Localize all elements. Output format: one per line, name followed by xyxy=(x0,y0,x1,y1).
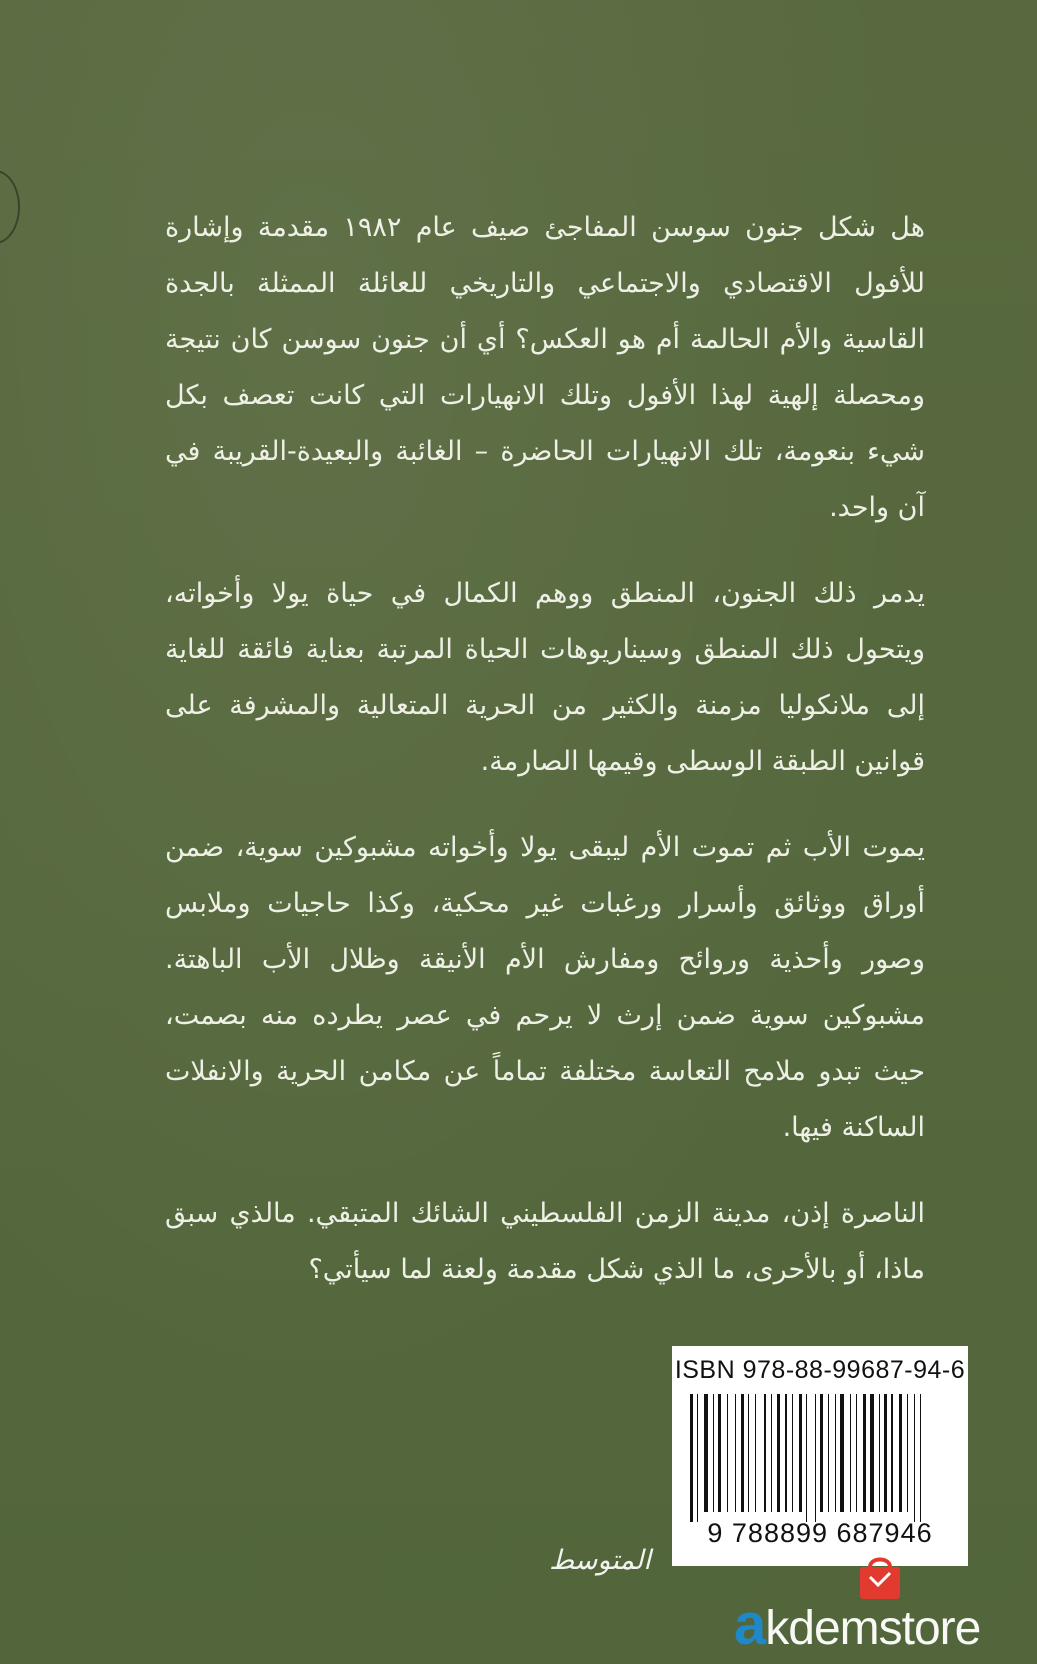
store-watermark-rest: kdemstore xyxy=(765,1602,981,1655)
barcode-bar xyxy=(828,1394,829,1512)
barcode-bar xyxy=(815,1394,816,1522)
barcode-bar xyxy=(884,1394,887,1512)
barcode-bar xyxy=(820,1394,823,1512)
blurb-text xyxy=(165,200,925,1328)
isbn-label: ISBN 978-88-99687-94-6 xyxy=(674,1356,966,1384)
barcode xyxy=(690,1394,952,1514)
barcode-bar xyxy=(850,1394,851,1512)
barcode-bar xyxy=(777,1394,781,1512)
barcode-bar xyxy=(727,1394,728,1512)
blurb-paragraph-1: هل شكل جنون سوسن المفاجئ صيف عام ١٩٨٢ مقدمة وإشارة للأفول الاقتصادي والاجتماعي والتاريخي للعائلة الممثلة بالجدة القاسية والأم الحالمة أم هو العكس؟ أي أن جنون سوسن كان نتيجة ومحصلة إلهية لهذا الأفول وتلك الانهيارات التي كانت تعصف بكل شيء بنعومة، تلك الانهيارات الحاضرة – الغائبة والبعيدة-القريبة في آن واحد. xyxy=(165,212,925,523)
barcode-bar xyxy=(748,1394,749,1512)
publisher-logo: المتوسط xyxy=(549,1545,651,1576)
barcode-bar xyxy=(792,1394,793,1512)
barcode-bar xyxy=(764,1394,767,1512)
barcode-bar xyxy=(785,1394,788,1512)
barcode-bar xyxy=(697,1394,698,1522)
isbn-barcode-box xyxy=(672,1346,968,1566)
blurb-paragraph-3: يموت الأب ثم تموت الأم ليبقى يولا وأخواته مشبوكين سوية، ضمن أوراق ووثائق وأسرار ورغبات غير محكية، وكذا حاجيات وملابس وصور وأحذية وروائح ومفارش الأم الأنيقة وظلال الأب الباهتة. مشبوكين سوية ضمن إرث لا يرحم في عصر يطرده منه بصمت، حيث تبدو ملامح التعاسة مختلفة تماماً عن مكامن الحرية والانفلات الساكنة فيها. xyxy=(165,832,925,1143)
blurb-paragraph-2: يدمر ذلك الجنون، المنطق ووهم الكمال في حياة يولا وأخواته، ويتحول ذلك المنطق وسيناريوهات الحياة المرتبة بعناية فائقة للغاية إلى ملانكوليا مزمنة والكثير من الحرية المتعالية والمشرفة على قوانين الطبقة الوسطى وقيمها الصارمة. xyxy=(165,578,925,777)
barcode-bar xyxy=(863,1394,866,1512)
barcode-digits: 9 788899 687946 xyxy=(707,1518,933,1548)
barcode-bar xyxy=(907,1394,908,1512)
barcode-bar xyxy=(771,1394,772,1512)
barcode-bar xyxy=(920,1394,921,1522)
barcode-bar xyxy=(914,1394,915,1522)
store-watermark-a: a xyxy=(734,1592,766,1657)
barcode-bar xyxy=(741,1394,744,1512)
barcode-bar xyxy=(840,1394,844,1512)
barcode-bar xyxy=(891,1394,892,1512)
barcode-bar xyxy=(870,1394,874,1512)
barcode-bar xyxy=(856,1394,857,1512)
barcode-bar xyxy=(806,1394,807,1522)
barcode-bar xyxy=(755,1394,756,1512)
barcode-bar xyxy=(690,1394,693,1522)
barcode-bar xyxy=(799,1394,802,1512)
barcode-bar xyxy=(835,1394,836,1512)
barcode-bar xyxy=(713,1394,714,1512)
blurb-paragraph-4: الناصرة إذن، مدينة الزمن الفلسطيني الشائك المتبقي. مالذي سبق ماذا، أو بالأحرى، ما الذي شكل مقدمة ولعنة لما سيأتي؟ xyxy=(165,1198,925,1285)
spine-edge xyxy=(0,170,20,244)
shopping-bag-icon xyxy=(855,1553,905,1601)
barcode-bar xyxy=(704,1394,708,1512)
store-watermark xyxy=(734,1592,981,1659)
barcode-bar xyxy=(718,1394,721,1512)
barcode-bar xyxy=(735,1394,736,1512)
barcode-bar xyxy=(879,1394,880,1512)
barcode-bar xyxy=(899,1394,903,1512)
